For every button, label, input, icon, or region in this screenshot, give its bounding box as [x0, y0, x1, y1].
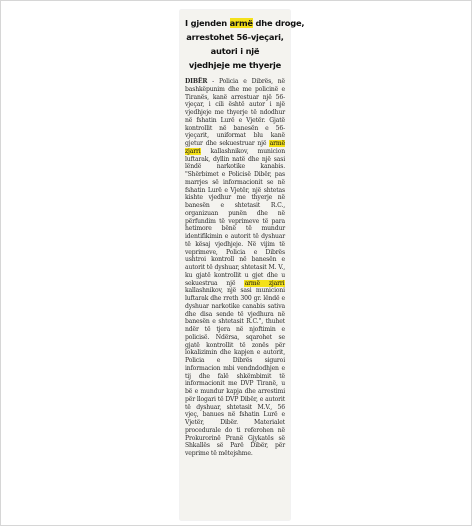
- highlighted-term: armë zjarri: [185, 140, 285, 155]
- headline-line-2: arrestohet 56-vjeçari,: [186, 32, 284, 42]
- headline-text: dhe droge,: [252, 18, 305, 28]
- headline-line-3: autori i një: [210, 46, 260, 56]
- article-body: [185, 78, 285, 458]
- body-segment-2: kallashnikov, municion luftarak, dyllin natë dhe një sasi lëndë narkotike kanabis. "Shërbimet e Policisë Dibër, pas marrjes së informacionit se në fshatin Lurë e Vjetër, një shtetas kishte vjedhur me thyerje në banesën e shtetasit R.C., organizuan punën dhe në përfundim të veprimeve të para hetimore bënë të mundur identifikimin e autorit të dyshuar të kësaj vjedhjeje. Në vijim të veprimeve, Policia e Dibrës ushtroi kontroll në banesën e autorit të dyshuar, shtetasit M. V., ku gjatë kontrollit u gjet dhe u sekuestrua një: [185, 147, 285, 287]
- body-segment-1: - Policia e Dibrës, në bashkëpunim dhe me policinë e Tiranës, kanë arrestuar një 56-vjeçar, i cili është autor i një vjedhjeje me thyerje të ndodhur në fshatin Lurë e Vjetër. Gjatë kontrollit në banesën e 56-vjeçarit, uniformat blu kanë gjetur dhe sekuestruar një: [185, 78, 285, 147]
- newspaper-clipping: [180, 10, 305, 520]
- highlighted-term: armë zjarri: [244, 279, 285, 287]
- headline-line-1: [185, 16, 305, 30]
- article-headline: [185, 16, 305, 72]
- headline-line-4: vjedhjeje me thyerje: [188, 60, 282, 70]
- body-segment-3: kallashnikov, një sasi municioni luftarak dhe rreth 300 gr. lëndë e dyshuar narkotike canabis sativa dhe disa sende të vjedhura në banesën e shtetasit R.C.", thuhet ndër të tjera në njoftimin e policisë. Ndërsa, sqarohet se gjatë kontrollit të zonës për lokalizimin dhe kapjen e autorit, Policia e Dibrës siguroi informacion mbi vendndodhjen e tij dhe falë shkëmbimit të informacionit me DVP Tiranë, u bë e mundur kapja dhe arrestimi për llogari të DVP Dibër, e autorit të dyshuar, shtetasit M.V., 56 vjeç, banues në fshatin Lurë e Vjetër, Dibër. Materialet procedurale do ti referohen në Prokurorinë Pranë Gjykatës së Shkallës së Parë Dibër, për veprime të mëtejshme.: [185, 287, 285, 457]
- highlighted-term: armë: [229, 18, 253, 28]
- dateline: DIBËR: [185, 78, 208, 85]
- headline-text: I gjenden: [185, 18, 230, 28]
